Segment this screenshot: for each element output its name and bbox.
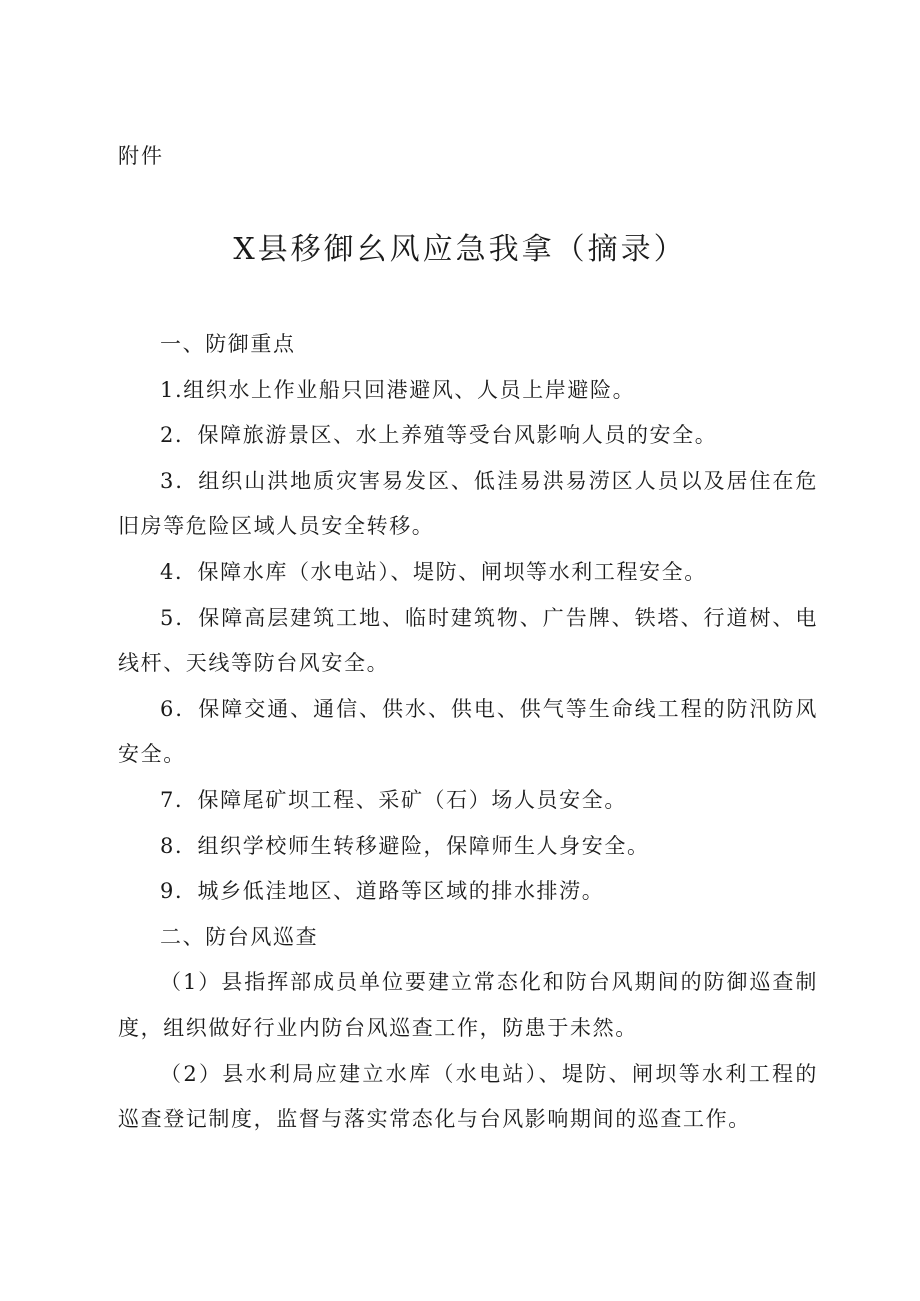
list-item: （2）县水利局应建立水库（水电站）、堤防、闸坝等水利工程的巡查登记制度，监督与落实常态化与台风影响期间的巡查工作。 xyxy=(118,1061,818,1132)
list-item: （1）县指挥部成员单位要建立常态化和防台风期间的防御巡查制度，组织做好行业内防台风巡查工作，防患于未然。 xyxy=(118,970,818,1040)
section-heading-defense-priorities: 一、防御重点 xyxy=(160,332,296,356)
list-item: 1.组织水上作业船只回港避风、人员上岸避险。 xyxy=(160,377,636,402)
list-item: 7．保障尾矿坝工程、采矿（石）场人员安全。 xyxy=(160,787,627,812)
list-item: 9．城乡低洼地区、道路等区域的排水排涝。 xyxy=(160,879,605,904)
list-item: 4．保障水库（水电站）、堤防、闸坝等水利工程安全。 xyxy=(160,559,707,584)
list-item: 5．保障高层建筑工地、临时建筑物、广告牌、铁塔、行道树、电线杆、天线等防台风安全。 xyxy=(118,605,818,676)
section-heading-typhoon-inspection: 二、防台风巡查 xyxy=(160,924,319,949)
document-body xyxy=(118,322,818,1143)
list-item: 3．组织山洪地质灾害易发区、低洼易洪易涝区人员以及居住在危旧房等危险区域人员安全转移。 xyxy=(118,468,818,539)
attachment-label: 附件 xyxy=(118,144,164,168)
list-item: 2．保障旅游景区、水上养殖等受台风影响人员的安全。 xyxy=(160,423,718,448)
list-item: 8．组织学校师生转移避险，保障师生人身安全。 xyxy=(160,833,650,858)
list-item: 6．保障交通、通信、供水、供电、供气等生命线工程的防汛防风安全。 xyxy=(118,696,818,767)
document-title: X县移御幺风应急我拿（摘录） xyxy=(233,232,687,267)
